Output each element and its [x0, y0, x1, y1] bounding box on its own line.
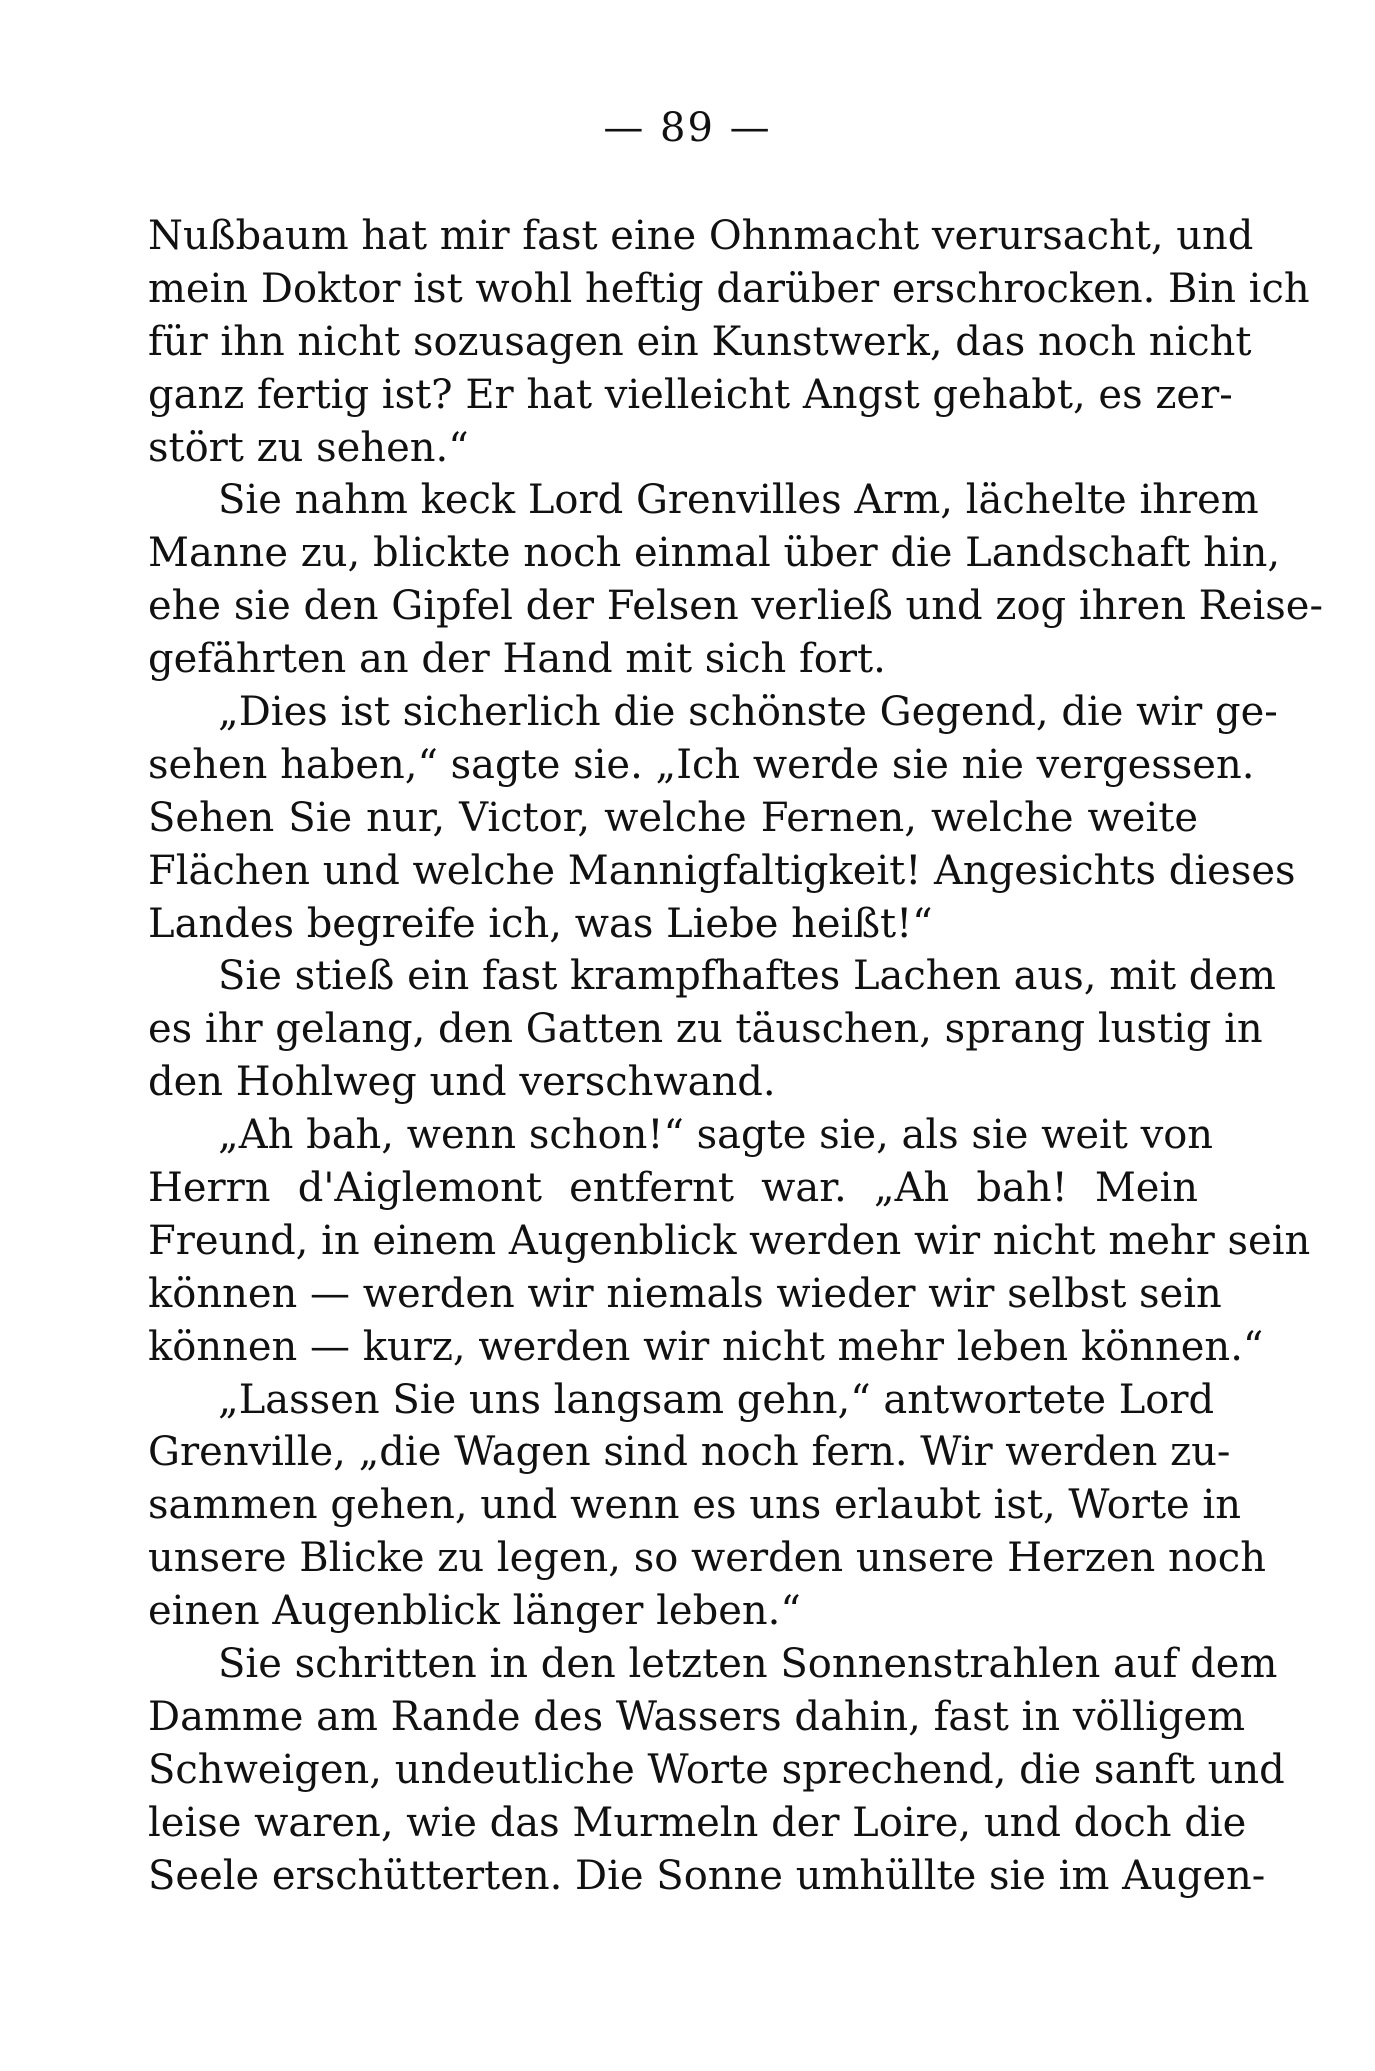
- text-line: sehen haben,“ sagte sie. „Ich werde sie nie vergessen.: [148, 741, 1255, 788]
- text-line: mein Doktor ist wohl heftig darüber erschrocken. Bin ich: [148, 265, 1310, 312]
- text-line: „Lassen Sie uns langsam gehn,“ antwortete Lord: [218, 1376, 1215, 1423]
- text-line: Sehen Sie nur, Victor, welche Fernen, welche weite: [148, 794, 1198, 841]
- text-line: es ihr gelang, den Gatten zu täuschen, sprang lustig in: [148, 1006, 1263, 1053]
- text-line: leise waren, wie das Murmeln der Loire, und doch die: [148, 1799, 1247, 1846]
- body-text: [148, 210, 1323, 1903]
- text-line: für ihn nicht sozusagen ein Kunstwerk, das noch nicht: [148, 318, 1252, 365]
- text-line: gefährten an der Hand mit sich fort.: [148, 636, 886, 683]
- text-line: können — kurz, werden wir nicht mehr leben können.“: [148, 1323, 1264, 1370]
- text-line: sammen gehen, und wenn es uns erlaubt ist, Worte in: [148, 1482, 1241, 1529]
- text-line: Herrn d'Aiglemont entfernt war. „Ah bah! Mein: [148, 1165, 1198, 1212]
- text-line: Freund, in einem Augenblick werden wir nicht mehr sein: [148, 1217, 1311, 1264]
- text-line: unsere Blicke zu legen, so werden unsere Herzen noch: [148, 1535, 1266, 1582]
- text-line: ganz fertig ist? Er hat vielleicht Angst gehabt, es zer-: [148, 371, 1233, 418]
- text-line: den Hohlweg und verschwand.: [148, 1059, 776, 1106]
- text-line: Seele erschütterten. Die Sonne umhüllte sie im Augen-: [148, 1852, 1266, 1899]
- text-line: Landes begreife ich, was Liebe heißt!“: [148, 900, 933, 947]
- text-line: „Dies ist sicherlich die schönste Gegend, die wir ge-: [218, 689, 1278, 736]
- text-line: Grenville, „die Wagen sind noch fern. Wir werden zu-: [148, 1429, 1231, 1476]
- page-number: — 89 —: [603, 105, 772, 151]
- text-line: Schweigen, undeutliche Worte sprechend, die sanft und: [148, 1746, 1285, 1793]
- text-line: Flächen und welche Mannigfaltigkeit! Angesichts dieses: [148, 847, 1296, 894]
- text-line: „Ah bah, wenn schon!“ sagte sie, als sie weit von: [218, 1112, 1214, 1159]
- text-line: Sie nahm keck Lord Grenvilles Arm, lächelte ihrem: [218, 477, 1259, 524]
- text-line: Damme am Rande des Wassers dahin, fast in völligem: [148, 1693, 1246, 1740]
- text-line: ehe sie den Gipfel der Felsen verließ und zog ihren Reise-: [148, 583, 1323, 630]
- text-line: können — werden wir niemals wieder wir selbst sein: [148, 1270, 1222, 1317]
- text-line: Manne zu, blickte noch einmal über die Landschaft hin,: [148, 530, 1281, 577]
- text-line: Sie stieß ein fast krampfhaftes Lachen aus, mit dem: [218, 953, 1276, 1000]
- text-line: stört zu sehen.“: [148, 424, 469, 471]
- text-line: Sie schritten in den letzten Sonnenstrahlen auf dem: [218, 1641, 1278, 1688]
- text-line: einen Augenblick länger leben.“: [148, 1588, 801, 1635]
- text-line: Nußbaum hat mir fast eine Ohnmacht verursacht, und: [148, 213, 1254, 259]
